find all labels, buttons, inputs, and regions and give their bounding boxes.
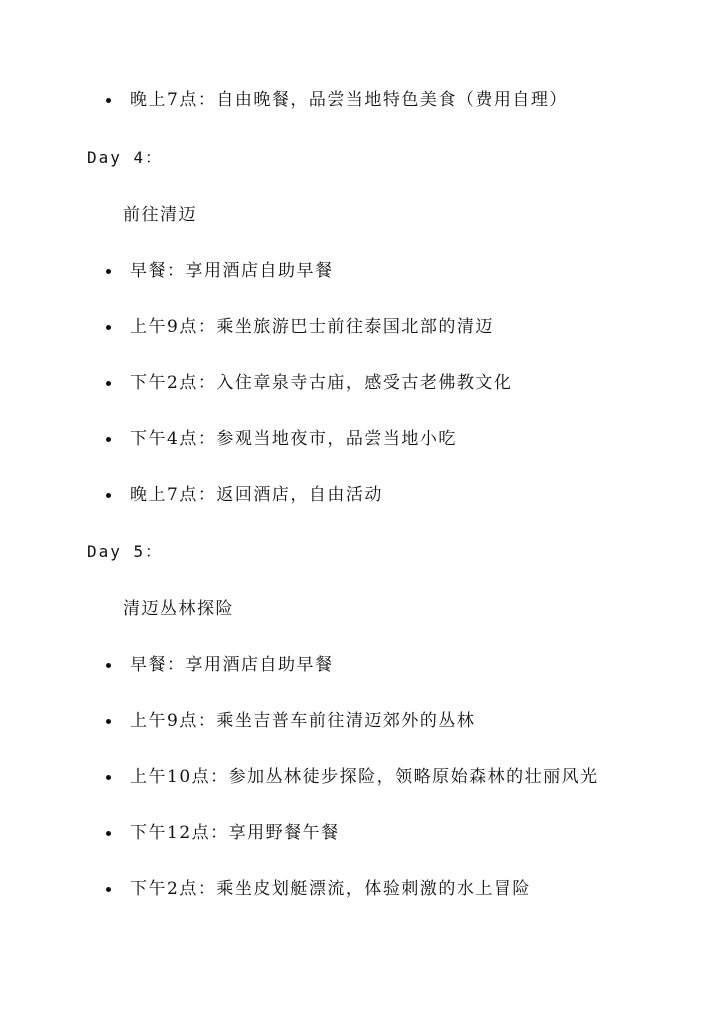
bullet-icon (106, 719, 111, 724)
list-item-text: 下午2点：入住章泉寺古庙，感受古老佛教文化 (130, 373, 513, 393)
list-item-text: 早餐：享用酒店自助早餐 (130, 261, 334, 281)
bullet-icon (106, 887, 111, 892)
list-item-text: 晚上7点：返回酒店，自由活动 (130, 485, 383, 505)
bullet-icon (106, 98, 111, 103)
day-4-heading: Day 4： (87, 148, 164, 167)
bullet-icon (106, 437, 111, 442)
bullet-icon (106, 381, 111, 386)
list-item-text: 下午4点：参观当地夜市，品尝当地小吃 (130, 429, 457, 449)
day-5-title: 清迈丛林探险 (123, 599, 234, 619)
day-5-heading: Day 5： (87, 542, 164, 561)
day-4-title: 前往清迈 (123, 205, 197, 225)
bullet-icon (106, 325, 111, 330)
list-item-text: 上午10点：参加丛林徒步探险，领略原始森林的壮丽风光 (130, 767, 599, 787)
bullet-icon (106, 663, 111, 668)
bullet-icon (106, 269, 111, 274)
list-item-text: 下午12点：享用野餐午餐 (130, 823, 340, 843)
bullet-icon (106, 775, 111, 780)
bullet-icon (106, 493, 111, 498)
list-item-text: 晚上7点：自由晚餐，品尝当地特色美食（费用自理） (130, 90, 568, 110)
list-item-text: 上午9点：乘坐吉普车前往清迈郊外的丛林 (130, 711, 476, 731)
list-item-text: 下午2点：乘坐皮划艇漂流，体验刺激的水上冒险 (130, 879, 531, 899)
list-item-text: 早餐：享用酒店自助早餐 (130, 655, 334, 675)
bullet-icon (106, 831, 111, 836)
list-item-text: 上午9点：乘坐旅游巴士前往泰国北部的清迈 (130, 317, 494, 337)
